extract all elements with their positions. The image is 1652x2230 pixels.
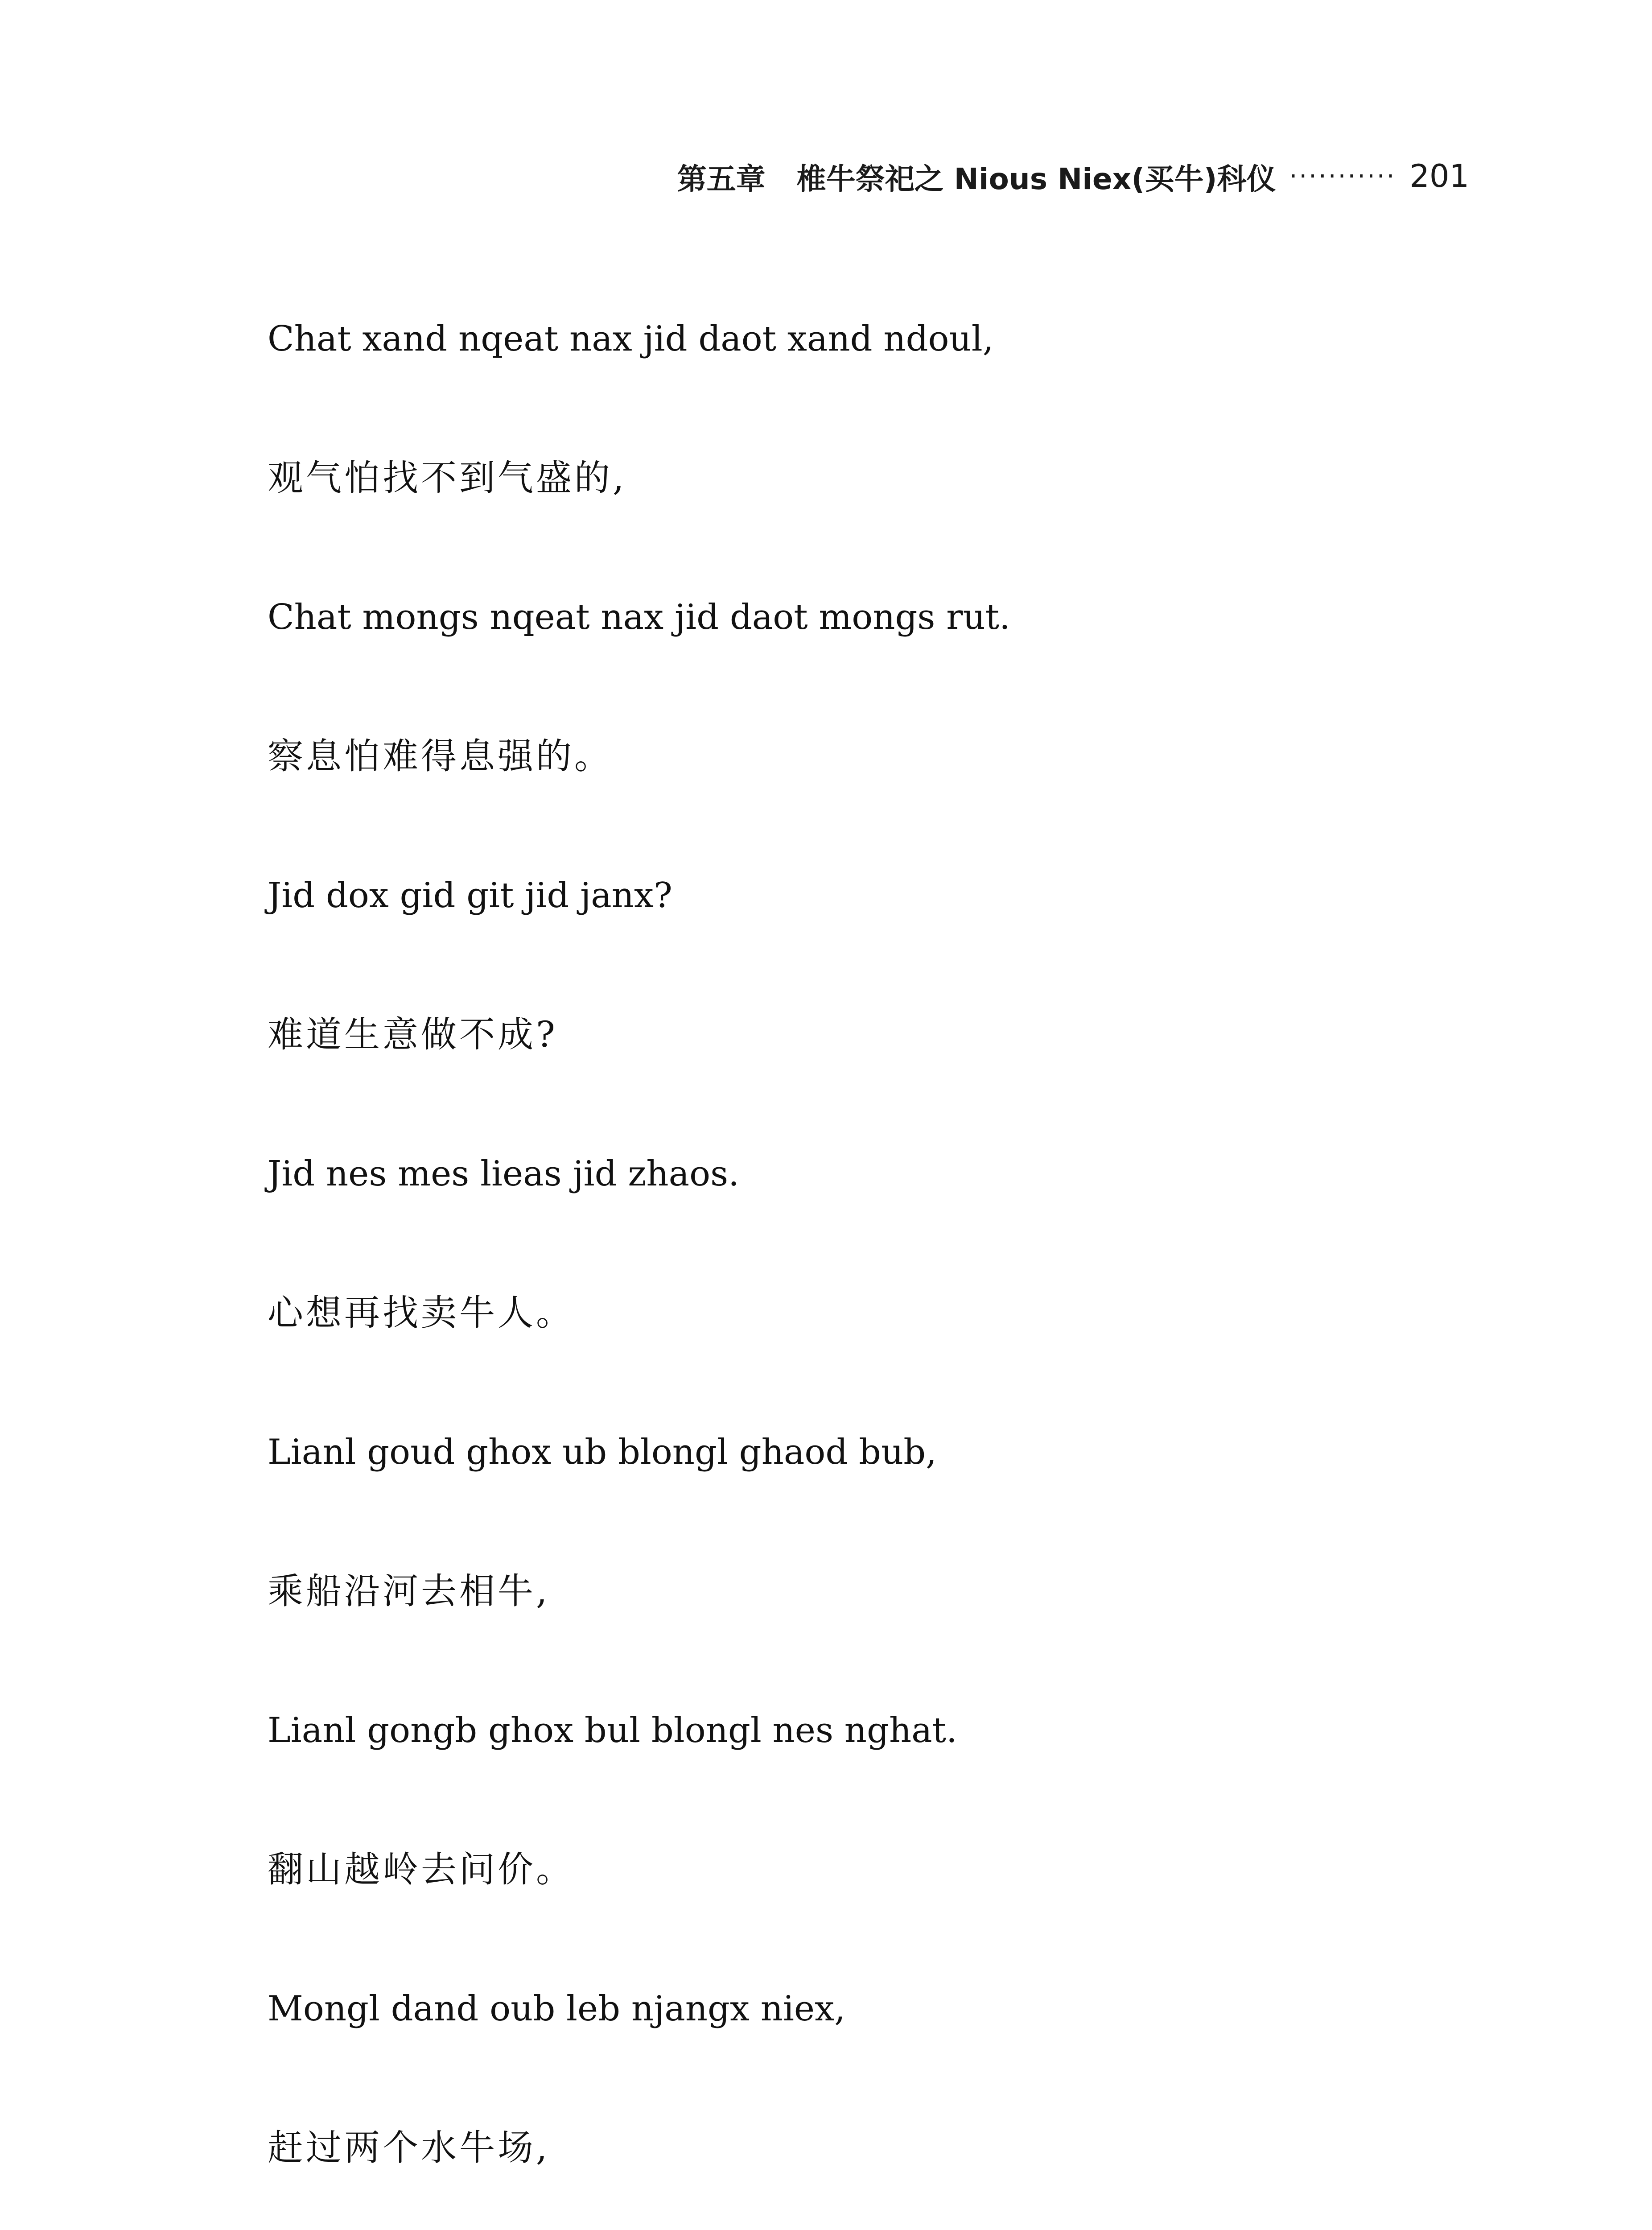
verse-line-chinese: 乘船沿河去相牛,: [268, 1570, 550, 1612]
verse-line-chinese: 翻山越岭去问价。: [268, 1849, 574, 1890]
verse-line-miao: Mongl dand oub leb njangx niex,: [268, 1989, 845, 2029]
verse-body: [268, 303, 1471, 2230]
verse-line-miao: Lianl gongb ghox bul blongl nes nghat.: [268, 1710, 957, 1751]
verse-line-miao: Chat mongs nqeat nax jid daot mongs rut.: [268, 597, 1010, 637]
chapter-title: 椎牛祭祀之 Nious Niex(买牛)科仪: [796, 161, 1276, 196]
page-number: 201: [1409, 158, 1469, 194]
verse-line-miao: Jid dox gid git jid janx?: [268, 875, 672, 916]
leader-dots: ···········: [1289, 161, 1397, 191]
running-header: [677, 149, 1469, 203]
verse-line-miao: Lianl goud ghox ub blongl ghaod bub,: [268, 1432, 937, 1472]
verse-line-chinese: 察息怕难得息强的。: [268, 735, 613, 777]
verse-line-miao: Chat xand nqeat nax jid daot xand ndoul,: [268, 319, 994, 359]
verse-line-chinese: 观气怕找不到气盛的,: [268, 457, 627, 499]
verse-line-chinese: 赶过两个水牛场,: [268, 2127, 550, 2168]
verse-line-chinese: 心想再找卖牛人。: [268, 1292, 574, 1334]
chapter-label: 第五章: [677, 161, 766, 196]
verse-line-chinese: 难道生意做不成?: [268, 1014, 558, 1055]
verse-line-miao: Jid nes mes lieas jid zhaos.: [268, 1154, 739, 1194]
